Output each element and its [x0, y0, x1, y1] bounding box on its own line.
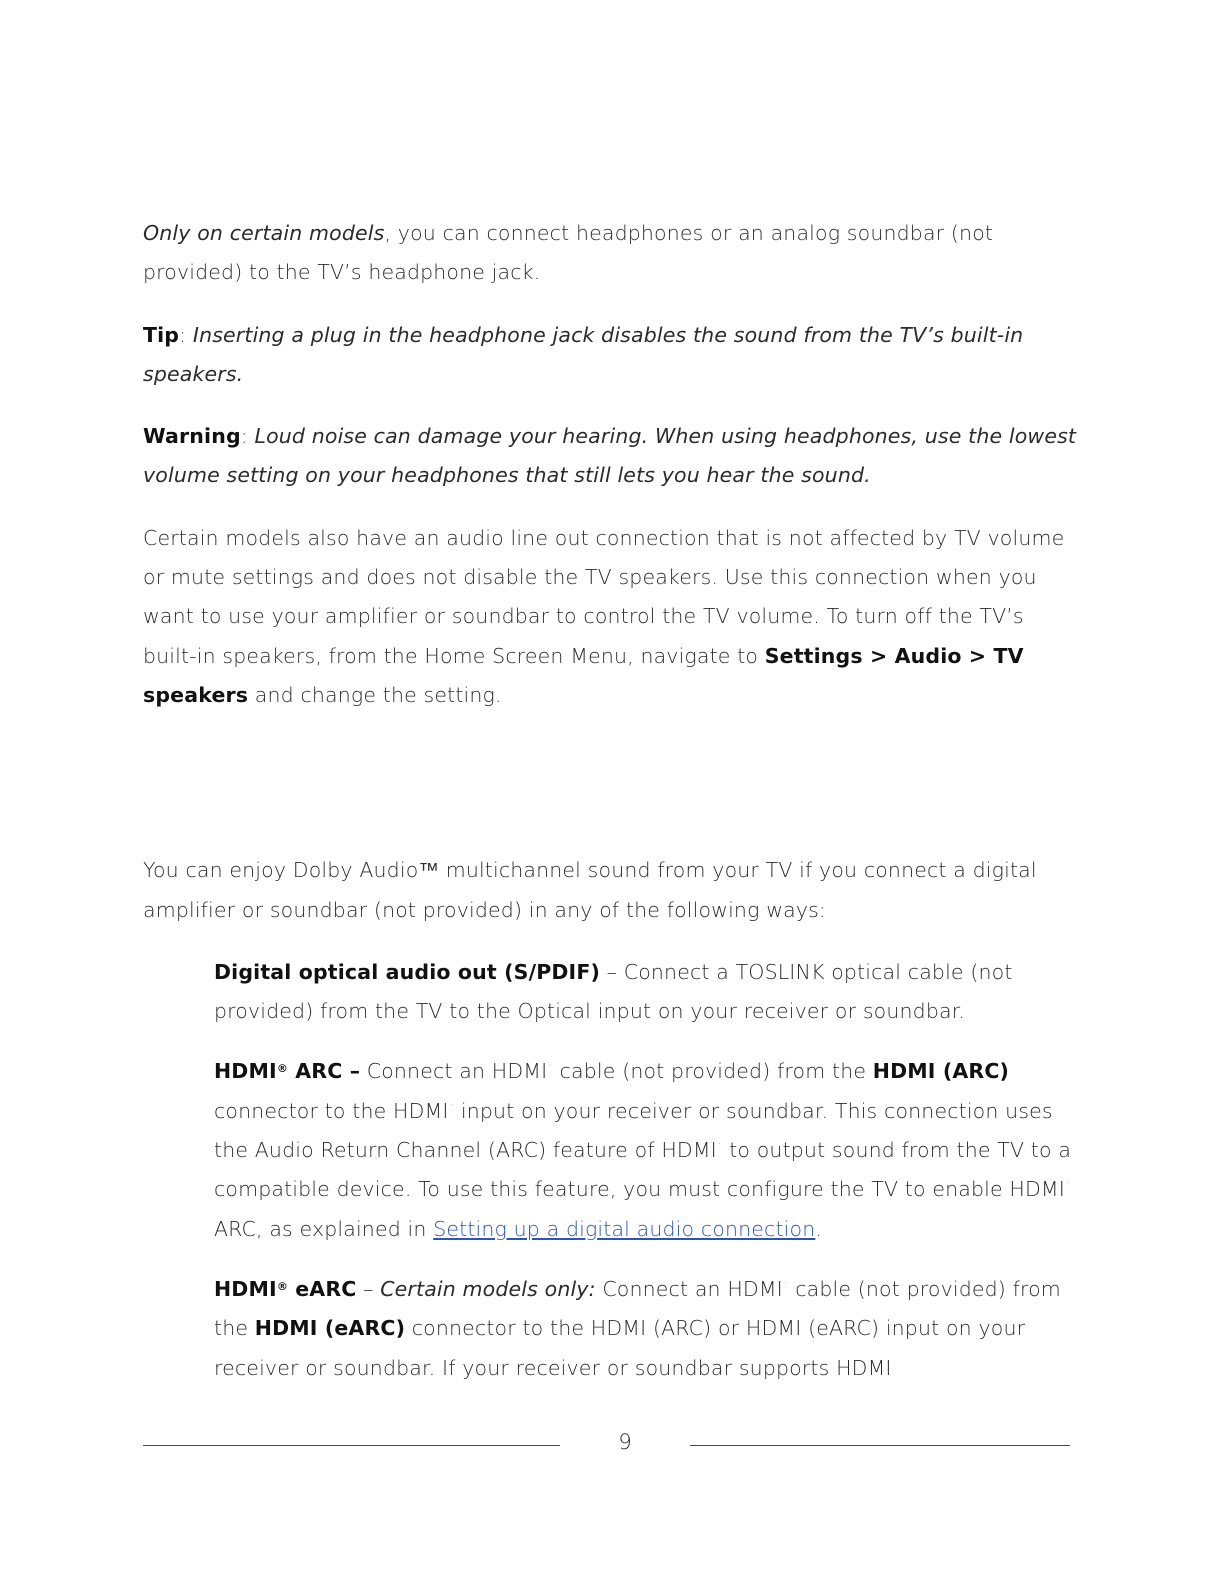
earc-item: [214, 1270, 1078, 1388]
page-number: 9: [618, 1430, 632, 1454]
footer-rule-left: [143, 1445, 560, 1446]
warning-text: Loud noise can damage your hearing. When using headphones, use the lowest volume setting on your headphones that still lets you hear the sound.: [143, 424, 1077, 488]
arc-text-4: input on your receiver or soundbar. This connection uses the Audio Return Channel (ARC) feature of HDMI: [214, 1098, 1053, 1163]
page-content: [143, 214, 1078, 1409]
arc-text-6: ARC, as explained in: [214, 1216, 434, 1241]
line-out-text: Certain models also have an audio line out connection that is not affected by TV volume or mute settings and does not disable the TV speakers. Use this connection when you want to use your amplifier or soundbar to control the TV volume. To turn off the TV’s built-in speakers, from the Home Screen Menu, navigate to: [143, 525, 1065, 668]
line-out-end: and change the setting.: [248, 682, 502, 707]
dolby-text: You can enjoy Dolby Audio™ multichannel sound from your TV if you connect a digital amplifier or soundbar (not provided) in any of the following ways:: [143, 858, 1037, 922]
arc-text-1: Connect an HDMI: [360, 1059, 548, 1084]
optical-label: Digital optical audio out (S/PDIF): [214, 959, 601, 984]
arc-end: .: [815, 1216, 823, 1241]
earc-text-1: Connect an HDMI: [595, 1276, 783, 1301]
page-footer: [143, 1430, 1070, 1464]
menu-path: Settings > Audio > TV speakers: [143, 643, 1024, 707]
arc-registered-mark: ®: [276, 1062, 288, 1076]
warning-label: Warning: [143, 424, 241, 449]
arc-connector-label: HDMI (ARC): [872, 1059, 1010, 1084]
optical-item: [214, 953, 1078, 1032]
earc-label-hdmi: HDMI: [214, 1276, 277, 1301]
warning-separator: :: [240, 424, 255, 449]
arc-text-5: to output sound from the TV to a compatible device. To use this feature, you must configure the TV to enable HDMI: [214, 1138, 1072, 1202]
models-qualifier: Only on certain models: [143, 221, 385, 245]
optical-text: – Connect a TOSLINK optical cable (not provided) from the TV to the Optical input on your receiver or soundbar.: [214, 959, 1013, 1024]
earc-registered-mark: ®: [276, 1279, 288, 1293]
digital-audio-setup-link[interactable]: Setting up a digital audio connection: [433, 1216, 816, 1241]
earc-label: [214, 1277, 356, 1301]
line-out-paragraph: [143, 519, 1078, 715]
arc-label-hdmi: HDMI: [214, 1059, 277, 1084]
tip-separator: :: [179, 322, 193, 347]
earc-dash: –: [356, 1276, 381, 1301]
arc-mark-4: ˙: [1064, 1180, 1071, 1194]
tip-label: Tip: [143, 322, 180, 347]
warning-paragraph: [143, 417, 1078, 496]
earc-text-3: connector to the HDMI (ARC) or HDMI (eARC) input on your receiver or soundbar. If your receiver or soundbar supports HDMI: [214, 1316, 1026, 1380]
arc-text-2: cable (not provided) from the: [552, 1059, 873, 1084]
arc-text-3: connector to the HDMI: [214, 1098, 449, 1123]
headphone-text: , you can connect headphones or an analog soundbar (not provided) to the TV’s headphone jack.: [143, 221, 994, 285]
arc-mark-3: ˙: [716, 1141, 723, 1155]
arc-item: [214, 1052, 1078, 1248]
earc-text-2: cable (not provided) from the: [214, 1276, 1061, 1341]
arc-mark-2: ˙: [448, 1101, 455, 1115]
arc-label-suffix: ARC –: [287, 1059, 361, 1084]
arc-mark-1: ˙: [547, 1062, 553, 1076]
headphone-paragraph: [143, 214, 1078, 293]
earc-qualifier: Certain models only:: [380, 1276, 596, 1301]
earc-mark-1: ˙: [782, 1279, 789, 1293]
earc-label-suffix: eARC: [287, 1276, 357, 1301]
tip-paragraph: [143, 316, 1078, 395]
footer-rule-right: [690, 1445, 1070, 1446]
earc-connector-label: HDMI (eARC): [254, 1316, 406, 1341]
arc-label: [214, 1059, 360, 1083]
dolby-paragraph: [143, 851, 1078, 930]
tip-text: Inserting a plug in the headphone jack disables the sound from the TV’s built-in speakers.: [143, 322, 1024, 386]
